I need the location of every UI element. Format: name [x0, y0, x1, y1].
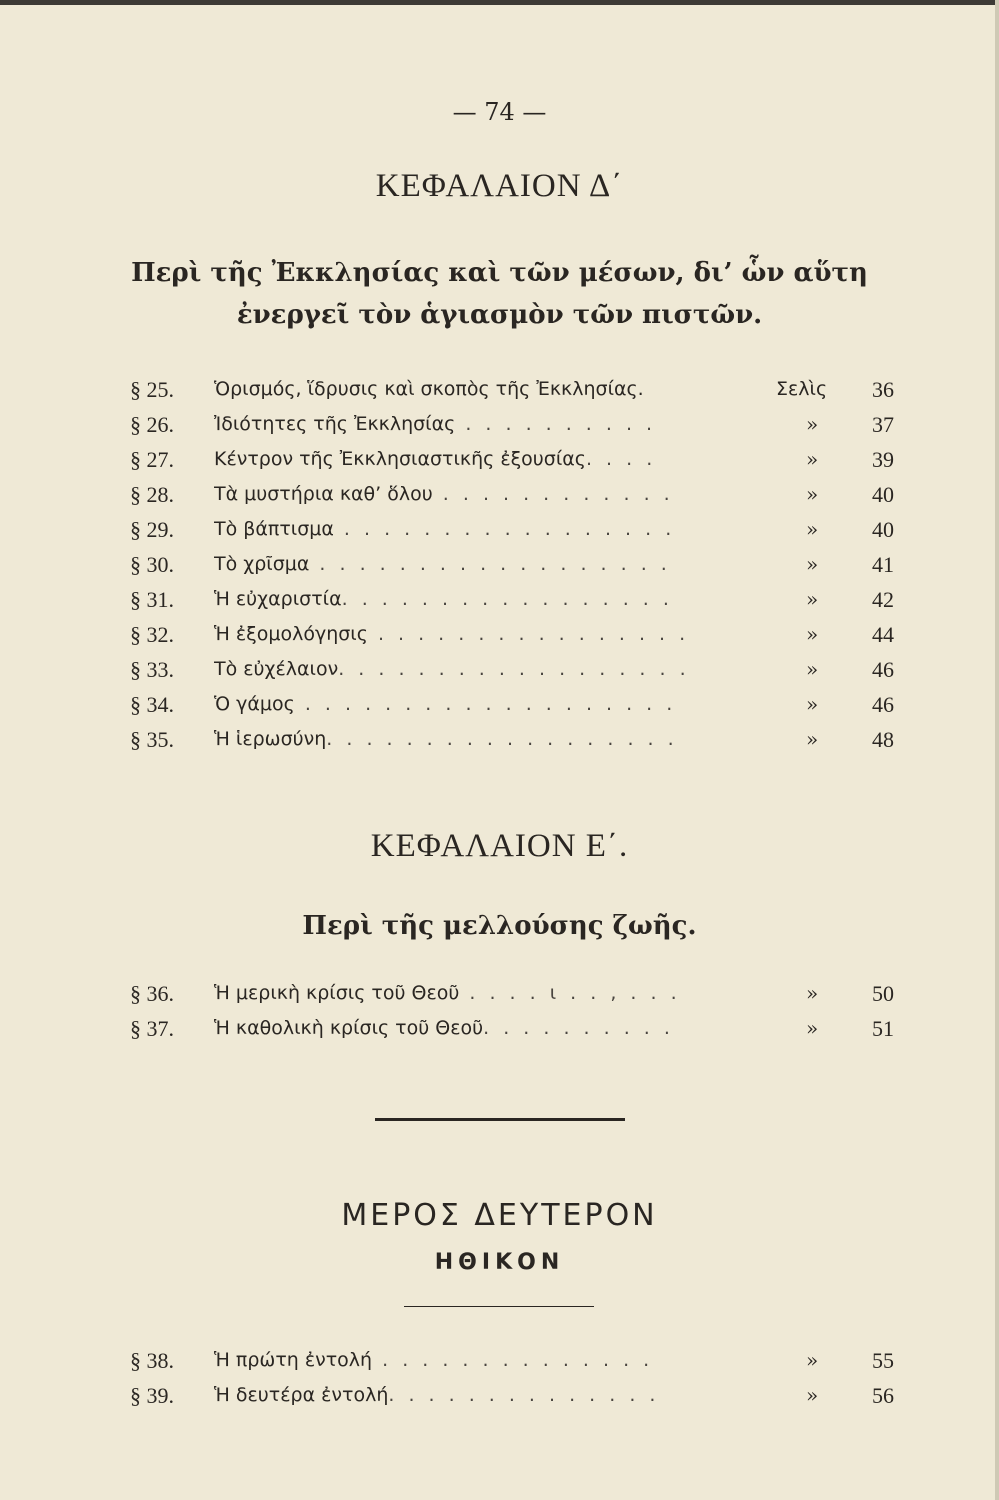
section-title [214, 547, 804, 582]
section-title [214, 687, 804, 722]
dot-leader: . . . . . . . . . . [455, 413, 657, 435]
toc-entry [130, 1011, 895, 1046]
section-title-text: Ἡ εὐχαριστία [214, 588, 342, 610]
page-ref: 50 [872, 981, 894, 1006]
dot-leader: . . . . ι . . , . . . [459, 982, 681, 1004]
chapter-5-contents [130, 976, 895, 1046]
page-label: » [806, 517, 819, 541]
page-ref: 37 [872, 412, 894, 437]
dot-leader: . . . . . . . . . . . . [432, 483, 674, 505]
dot-leader: . . . . . . . . . . . . . . [372, 1349, 654, 1371]
section-number: § 33. [130, 657, 174, 682]
toc-entry [130, 687, 895, 722]
chapter-4-subtitle-line-2: ἐνεργεῖ τὸν ἁγιασμὸν τῶν πιστῶν. [236, 300, 763, 330]
section-title-text: Ὁ γάμος [214, 693, 295, 715]
page-ref: 44 [872, 622, 894, 647]
chapter-4-subtitle [0, 252, 999, 336]
section-title [214, 1378, 804, 1413]
dot-leader: . . . . . . . . . . . . . . . . . . [309, 553, 671, 575]
page-label: » [806, 552, 819, 576]
page-ref: 36 [872, 377, 894, 402]
part-2-title: ΜΕΡΟΣ ΔΕΥΤΕΡΟΝ [341, 1198, 658, 1233]
toc-entry [130, 512, 895, 547]
dot-leader: . . . . . . . . . . . . . . . . [367, 623, 690, 645]
page-ref: 46 [872, 657, 894, 682]
section-title-text: Ἡ μερικὴ κρίσις τοῦ Θεοῦ [214, 982, 460, 1004]
page-ref: 41 [872, 552, 894, 577]
toc-entry [130, 407, 895, 442]
section-number: § 38. [130, 1348, 174, 1373]
section-title [214, 477, 804, 512]
page-label: » [806, 1383, 819, 1407]
toc-entry [130, 442, 895, 477]
part-2-subtitle: ΗΘΙΚΟΝ [434, 1250, 565, 1275]
section-title-text: Ἡ πρώτη ἐντολή [214, 1349, 373, 1371]
section-title [214, 407, 804, 442]
chapter-5-subtitle: Περὶ τῆς μελλούσης ζωῆς. [302, 911, 697, 941]
toc-entry [130, 372, 895, 407]
section-number: § 30. [130, 552, 174, 577]
section-title [214, 1011, 804, 1046]
page-label: » [806, 447, 819, 471]
dot-leader: . . . . [585, 448, 657, 470]
section-number: § 34. [130, 692, 174, 717]
dot-leader: . . . . . . . . . . . . . . . . . [333, 518, 676, 540]
page-ref: 55 [872, 1348, 894, 1373]
section-title [214, 652, 804, 687]
page-label: » [806, 981, 819, 1005]
section-title-text: Ἡ καθολικὴ κρίσις τοῦ Θεοῦ [214, 1017, 484, 1039]
page-ref: 56 [872, 1383, 894, 1408]
section-number: § 27. [130, 447, 174, 472]
toc-entry [130, 582, 895, 617]
chapter-4-contents [130, 372, 895, 757]
page-label: » [806, 412, 819, 436]
section-title-text: Ἡ ἐξομολόγησις [214, 623, 368, 645]
dot-leader: . . . . . . . . . . . . . . . . . [341, 588, 673, 610]
page-label: » [806, 622, 819, 646]
section-title-text: Ἡ ἱερωσύνη [214, 728, 327, 750]
dot-leader: . . . . . . . . . . [483, 1017, 674, 1039]
page-ref: 48 [872, 727, 894, 752]
page-label: » [806, 727, 819, 751]
toc-entry [130, 976, 895, 1011]
section-number: § 37. [130, 1016, 174, 1041]
page-ref: 40 [872, 517, 894, 542]
part-2-underline [404, 1306, 594, 1307]
page-ref: 39 [872, 447, 894, 472]
section-title [214, 617, 804, 652]
toc-entry [130, 617, 895, 652]
page-label: Σελὶς [776, 378, 828, 400]
page-label: » [806, 657, 819, 681]
dot-leader: . . . . . . . . . . . . . . . . . . [338, 658, 690, 680]
page-ref: 42 [872, 587, 894, 612]
page-label: » [806, 692, 819, 716]
section-title-text: Ὁρισμός, ἵδρυσις καὶ σκοπὸς τῆς Ἐκκλησίας. [214, 378, 644, 400]
chapter-4-subtitle-line-1: Περὶ τῆς Ἐκκλησίας καὶ τῶν μέσων, δι’ ὧν αὕτη [131, 258, 868, 288]
dot-leader: . . . . . . . . . . . . . . [388, 1384, 660, 1406]
section-number: § 32. [130, 622, 174, 647]
page-label: » [806, 587, 819, 611]
toc-entry [130, 1343, 895, 1378]
page-ref: 46 [872, 692, 894, 717]
page-ref: 40 [872, 482, 894, 507]
toc-entry [130, 1378, 895, 1413]
section-title-text: Κέντρον τῆς Ἐκκλησιαστικῆς ἐξουσίας [214, 448, 586, 470]
chapter-5-title: ΚΕΦΑΛΑΙΟΝ Ε΄. [370, 828, 629, 864]
section-title [214, 1343, 804, 1378]
dot-leader: . . . . . . . . . . . . . . . . . . . [294, 693, 677, 715]
section-number: § 39. [130, 1383, 174, 1408]
part-2-contents [130, 1343, 895, 1413]
section-number: § 35. [130, 727, 174, 752]
page-edge [995, 0, 999, 1500]
section-title [214, 372, 804, 407]
section-title [214, 722, 804, 757]
toc-entry [130, 652, 895, 687]
page-label: » [806, 1348, 819, 1372]
section-number: § 25. [130, 377, 174, 402]
page-ref: 51 [872, 1016, 894, 1041]
section-number: § 29. [130, 517, 174, 542]
section-title-text: Ἰδιότητες τῆς Ἐκκλησίας [214, 413, 456, 435]
section-number: § 36. [130, 981, 174, 1006]
chapter-4-title: ΚΕΦΑΛΑΙΟΝ Δ΄ [375, 168, 624, 204]
section-title-text: Τὸ εὐχέλαιον [214, 658, 339, 680]
toc-entry [130, 722, 895, 757]
section-number: § 26. [130, 412, 174, 437]
page-number: — 74 — [452, 98, 547, 126]
section-title-text: Τὰ μυστήρια καθ’ ὅλου [214, 483, 433, 505]
section-title [214, 976, 804, 1011]
dot-leader: . . . . . . . . . . . . . . . . . . [326, 728, 678, 750]
toc-entry [130, 477, 895, 512]
section-title-text: Ἡ δευτέρα ἐντολή [214, 1384, 389, 1406]
section-title-text: Τὸ χρῖσμα [214, 553, 310, 575]
toc-entry [130, 547, 895, 582]
section-title-text: Τὸ βάπτισμα [214, 518, 334, 540]
section-title [214, 582, 804, 617]
section-title [214, 512, 804, 547]
page-label: » [806, 1016, 819, 1040]
section-divider [375, 1118, 625, 1121]
top-border [0, 0, 999, 5]
page-label: » [806, 482, 819, 506]
section-title [214, 442, 804, 477]
section-number: § 31. [130, 587, 174, 612]
section-number: § 28. [130, 482, 174, 507]
